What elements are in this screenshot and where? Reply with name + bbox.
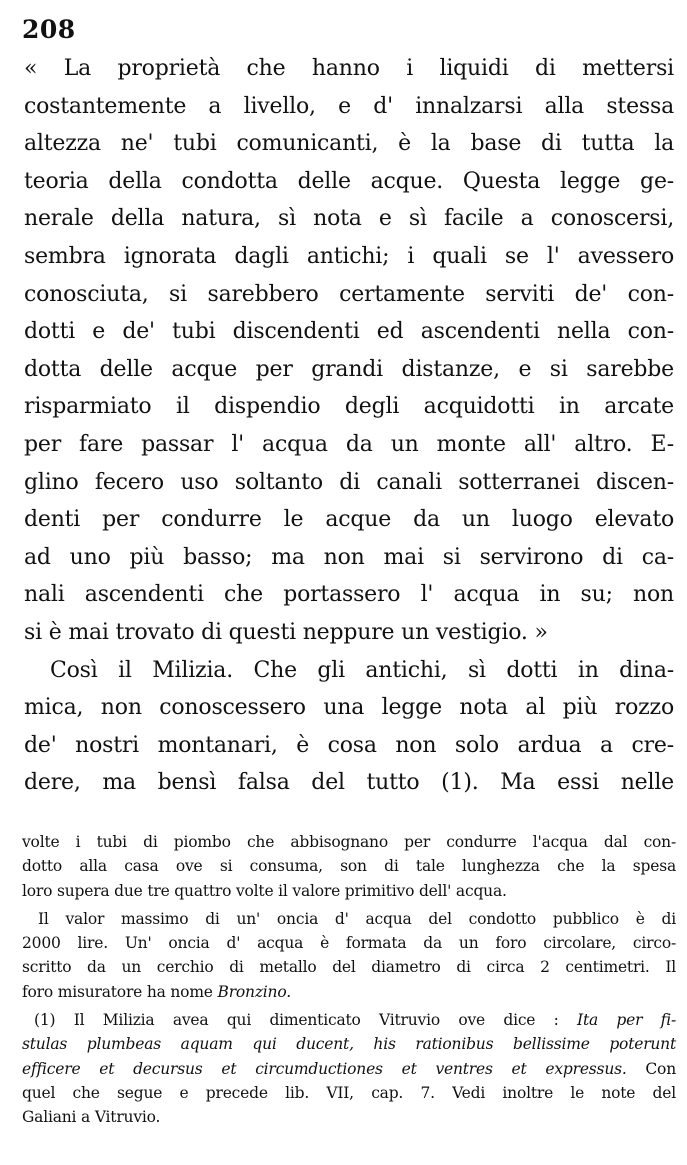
text-line: nerale della natura, sì nota e sì facile a conoscersi, [24,206,674,232]
page-number: 208 [22,15,76,44]
footnote-italic: Bronzino. [217,982,291,1001]
text-line: dere, ma bensì falsa del tutto (1). Ma essi nelle [24,770,674,796]
text-line: conosciuta, si sarebbero certamente serviti de' con- [24,281,674,307]
text-line: Così il Milizia. Che gli antichi, sì dotti in dina- [50,657,674,683]
footnote-text: Con [626,1059,676,1078]
text-line: denti per condurre le acque da un luogo elevato [24,507,674,533]
text-line: si è mai trovato di questi neppure un vestigio. » [24,619,548,645]
text-line: mica, non conoscessero una legge nota al più rozzo [24,695,674,721]
footnote-marker-text: (1) Il Milizia avea qui dimenticato Vitruvio ove dice : [34,1011,578,1030]
footnote-italic: efficere et decursus et circumductiones et ventres et expressus. [22,1059,627,1078]
footnote-text: foro misuratore ha nome [22,982,218,1001]
footnote-line [22,1032,676,1056]
footnote-line: loro supera due tre quattro volte il valore primitivo dell' acqua. [22,881,507,900]
footnote-italic: Ita per fi- [577,1011,676,1030]
footnote-italic: stulas plumbeas aquam qui ducent, his rationibus bellissime poterunt [22,1035,676,1054]
text-line: glino fecero uso soltanto di canali sotterranei discen- [24,469,674,495]
footnote-line: Il valor massimo di un' oncia d' acqua del condotto pubblico è di [38,909,676,928]
main-text [24,50,674,802]
footnote-line [22,980,676,1004]
footnote-line [22,1057,676,1081]
text-line: costantemente a livello, e d' innalzarsi alla stessa [24,93,674,119]
footnote-line [22,1008,676,1032]
text-line: sembra ignorata dagli antichi; i quali se l' avessero [24,243,674,269]
footnote-line: 2000 lire. Un' oncia d' acqua è formata da un foro circolare, circo- [22,934,676,953]
text-line: de' nostri montanari, è cosa non solo ardua a cre- [24,732,674,758]
footnote-line: dotto alla casa ove si consuma, son di tale lunghezza che la spesa [22,857,676,876]
text-line: altezza ne' tubi comunicanti, è la base di tutta la [24,131,674,157]
text-line: dotti e de' tubi discendenti ed ascendenti nella con- [24,319,674,345]
text-line: « La proprietà che hanno i liquidi di mettersi [24,56,674,81]
text-line: nali ascendenti che portassero l' acqua in su; non [24,582,674,608]
footnote-line: volte i tubi di piombo che abbisognano per condurre l'acqua dal con- [22,833,676,851]
footnote-line: Galiani a Vitruvio. [22,1108,161,1127]
text-line: dotta delle acque per grandi distanze, e si sarebbe [24,356,674,382]
footnotes [22,830,676,1130]
footnote-line: quel che segue e precede lib. VII, cap. 7. Vedi inoltre le note del [22,1083,676,1102]
footnote-line: scritto da un cerchio di metallo del diametro di circa 2 centimetri. Il [22,958,676,977]
text-line: teoria della condotta delle acque. Questa legge ge- [24,168,674,194]
text-line: risparmiato il dispendio degli acquidotti in arcate [24,394,674,420]
text-line: ad uno più basso; ma non mai si servirono di ca- [24,544,674,570]
text-line: per fare passar l' acqua da un monte all' altro. E- [24,431,674,457]
